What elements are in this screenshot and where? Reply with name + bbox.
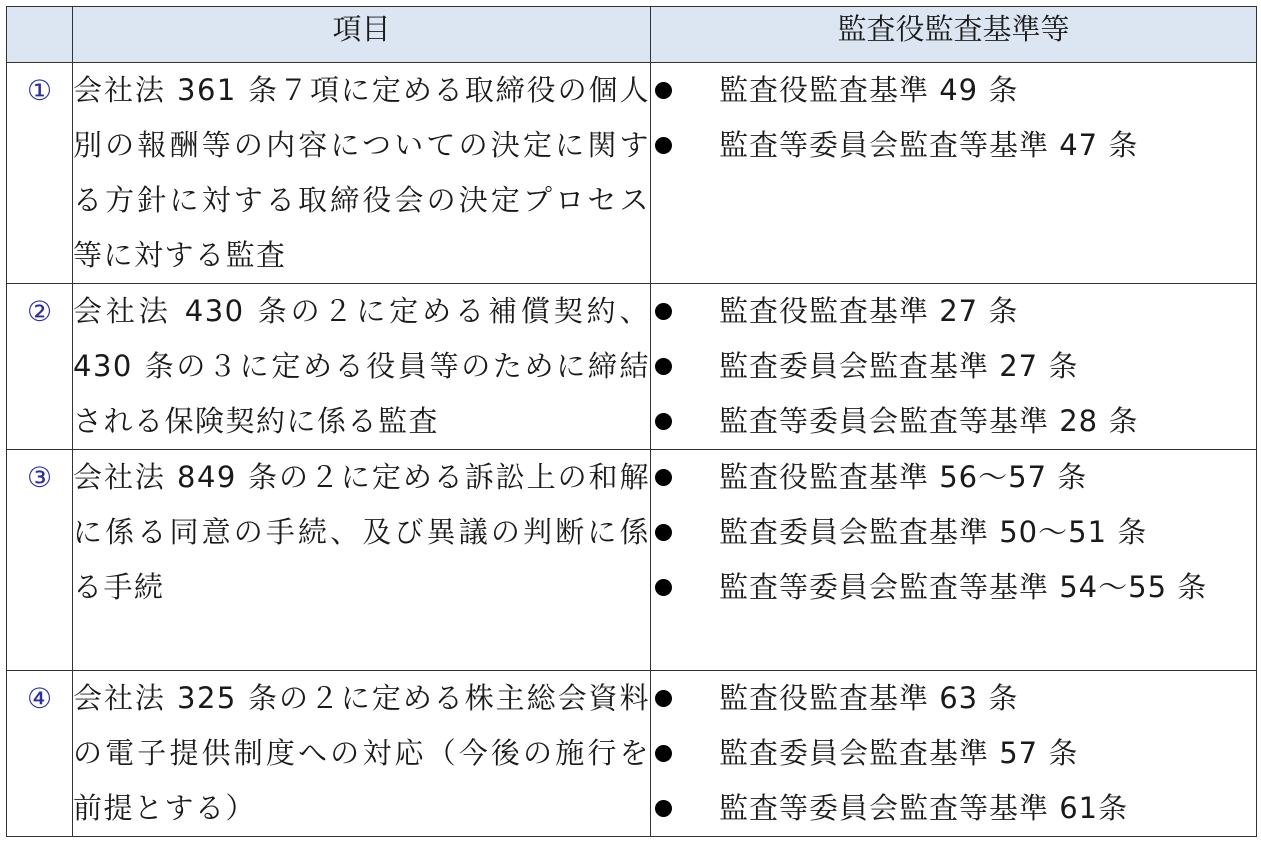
standard-list (651, 671, 1256, 836)
row-number-cell (7, 284, 73, 450)
standard-text: 監査等委員会監査等基準 61条 (719, 791, 1129, 825)
item-cell: 会社法 361 条７項に定める取締役の個人別の報酬等の内容についての決定に関する方針に対する取締役会の決定プロセス等に対する監査 (73, 63, 651, 284)
standard-text: 監査役監査基準 27 条 (719, 294, 1019, 328)
standard-list-item (651, 118, 1256, 173)
header-item-cell: 項目 (73, 7, 651, 63)
standard-text: 監査役監査基準 63 条 (719, 681, 1019, 715)
bullet-icon (655, 579, 672, 596)
bullet-icon (655, 469, 672, 486)
row-number: ① (26, 74, 53, 107)
standard-list-item (651, 394, 1256, 449)
row-number: ② (26, 295, 53, 328)
standard-text: 監査等委員会監査等基準 28 条 (719, 404, 1139, 438)
bullet-icon (655, 690, 672, 707)
row-number: ④ (26, 682, 53, 715)
standard-list-item (651, 505, 1256, 560)
standard-text: 監査役監査基準 56～57 条 (719, 460, 1088, 494)
header-num-cell (7, 7, 73, 63)
table-row (7, 284, 1257, 450)
standard-text: 監査等委員会監査等基準 47 条 (719, 128, 1139, 162)
standard-text: 監査役監査基準 49 条 (719, 73, 1019, 107)
bullet-icon (655, 303, 672, 320)
row-number-cell (7, 450, 73, 671)
standard-list-item (651, 339, 1256, 394)
item-cell: 会社法 430 条の２に定める補償契約、430 条の３に定める役員等のために締結される保険契約に係る監査 (73, 284, 651, 450)
standard-list-item (651, 560, 1256, 615)
standard-list (651, 450, 1256, 615)
table-row (7, 671, 1257, 837)
table-row (7, 450, 1257, 671)
header-standard-cell: 監査役監査基準等 (651, 7, 1257, 63)
audit-standards-table (6, 6, 1257, 837)
standard-text: 監査委員会監査基準 50～51 条 (719, 515, 1148, 549)
item-cell: 会社法 325 条の２に定める株主総会資料の電子提供制度への対応（今後の施行を前提とする） (73, 671, 651, 837)
standard-text: 監査等委員会監査等基準 54～55 条 (719, 570, 1208, 604)
row-number-cell (7, 63, 73, 284)
bullet-icon (655, 745, 672, 762)
standard-list-item (651, 726, 1256, 781)
bullet-icon (655, 800, 672, 817)
bullet-icon (655, 82, 672, 99)
standard-list-item (651, 781, 1256, 836)
standard-cell (651, 284, 1257, 450)
row-number-cell (7, 671, 73, 837)
standard-list (651, 63, 1256, 173)
bullet-icon (655, 358, 672, 375)
bullet-icon (655, 137, 672, 154)
standard-cell (651, 63, 1257, 284)
bullet-icon (655, 413, 672, 430)
standard-list-item (651, 450, 1256, 505)
row-number: ③ (26, 461, 53, 494)
standard-text: 監査委員会監査基準 27 条 (719, 349, 1079, 383)
table-row (7, 63, 1257, 284)
standard-list-item (651, 63, 1256, 118)
standard-text: 監査委員会監査基準 57 条 (719, 736, 1079, 770)
standard-list-item (651, 671, 1256, 726)
item-cell: 会社法 849 条の２に定める訴訟上の和解に係る同意の手続、及び異議の判断に係る手続 (73, 450, 651, 671)
standard-list (651, 284, 1256, 449)
bullet-icon (655, 524, 672, 541)
header-row (7, 7, 1257, 63)
standard-list-item (651, 284, 1256, 339)
standard-cell (651, 450, 1257, 671)
standard-cell (651, 671, 1257, 837)
